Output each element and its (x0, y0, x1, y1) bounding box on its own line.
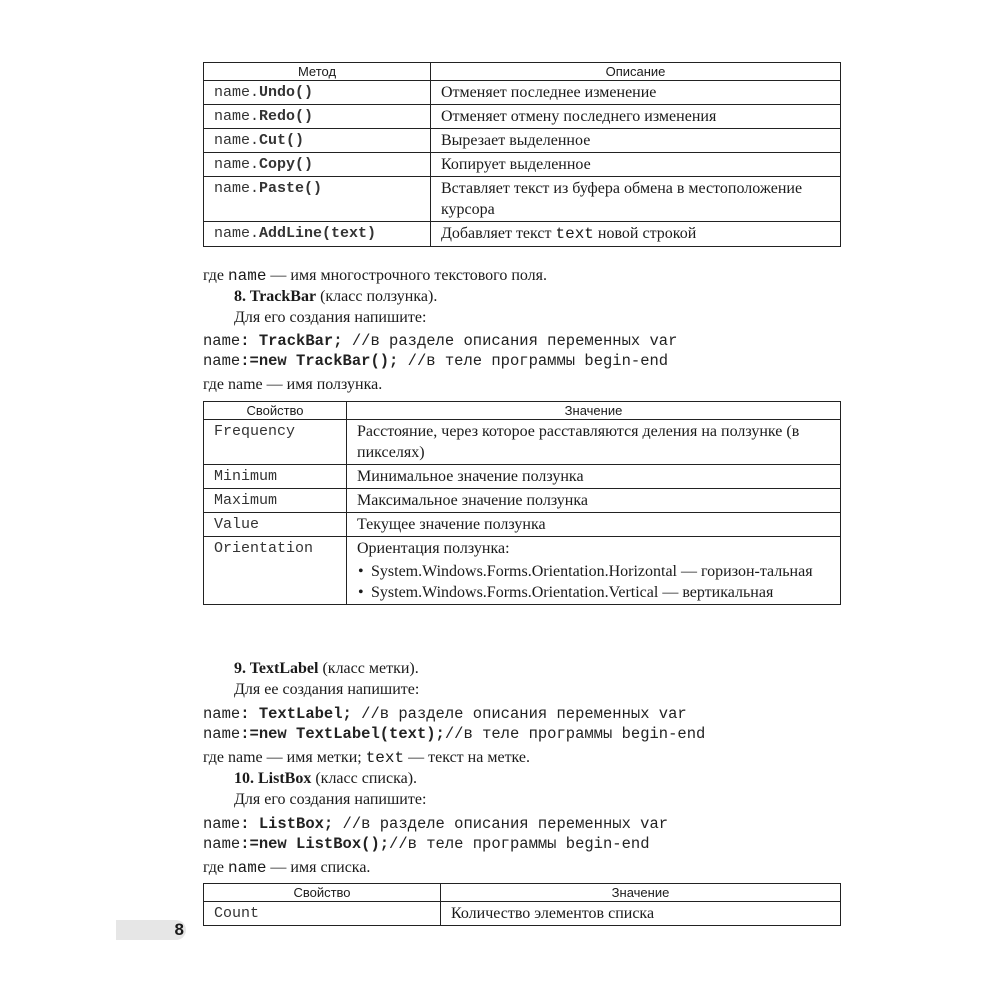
property-name: Count (204, 902, 441, 926)
property-name: Maximum (204, 489, 347, 513)
textlabel-code-declare: name: TextLabel; //в разделе описания переменных var (203, 705, 687, 723)
textlabel-create-text: Для ее создания напишите: (234, 681, 420, 698)
method-description: Отменяет последнее изменение (431, 81, 841, 105)
table-header-row (204, 884, 841, 902)
header-description: Описание (431, 63, 841, 81)
listbox-heading: 10. ListBox (класс списка). (234, 770, 418, 787)
property-value: Максимальное значение ползунка (347, 489, 841, 513)
property-name: Value (204, 513, 347, 537)
orientation-options-list (357, 561, 832, 603)
listbox-note: где name — имя списка. (203, 859, 371, 877)
table-row (204, 489, 841, 513)
listbox-create-text: Для его создания напишите: (234, 791, 427, 808)
table-row (204, 153, 841, 177)
header-value: Значение (347, 402, 841, 420)
object-name: name. (214, 180, 260, 197)
table-row (204, 420, 841, 465)
method-description: Отменяет отмену последнего изменения (431, 105, 841, 129)
trackbar-code-declare: name: TrackBar; //в разделе описания переменных var (203, 332, 678, 350)
textlabel-note: где name — имя метки; text — текст на метке. (203, 749, 531, 767)
table-row (204, 902, 841, 926)
table-row (204, 513, 841, 537)
property-name: Minimum (204, 465, 347, 489)
header-method: Метод (204, 63, 431, 81)
property-value: Количество элементов списка (441, 902, 841, 926)
table-row (204, 105, 841, 129)
method-description: Добавляет текст text новой строкой (431, 222, 841, 247)
property-value: Текущее значение ползунка (347, 513, 841, 537)
table-row (204, 537, 841, 605)
textlabel-heading: 9. TextLabel (класс метки). (234, 660, 419, 677)
trackbar-properties-table (203, 401, 841, 605)
trackbar-note: где name — имя ползунка. (203, 376, 383, 393)
method-name: Copy() (259, 156, 314, 173)
listbox-code-declare: name: ListBox; //в разделе описания переменных var (203, 815, 669, 833)
property-name: Orientation (204, 537, 347, 605)
trackbar-heading: 8. TrackBar (класс ползунка). (234, 288, 438, 305)
methods-table (203, 62, 841, 247)
trackbar-create-text: Для его создания напишите: (234, 309, 427, 326)
object-name: name. (214, 156, 260, 173)
textlabel-code-create: name:=new TextLabel(text);//в теле программы begin-end (203, 725, 706, 743)
table-header-row (204, 402, 841, 420)
listbox-code-create: name:=new ListBox();//в теле программы begin-end (203, 835, 650, 853)
listbox-properties-table (203, 883, 841, 926)
table-row (204, 81, 841, 105)
list-item: • System.Windows.Forms.Orientation.Horizontal — горизон-тальная (371, 561, 832, 582)
object-name: name. (214, 132, 260, 149)
table-header-row (204, 63, 841, 81)
trackbar-props-block (203, 401, 840, 605)
note-multiline: где name — имя многострочного текстового поля. (203, 267, 548, 285)
header-value: Значение (441, 884, 841, 902)
table-row (204, 222, 841, 247)
table-row (204, 129, 841, 153)
listbox-props-block (203, 883, 840, 926)
method-description: Вставляет текст из буфера обмена в местоположение курсора (431, 177, 841, 222)
list-item: • System.Windows.Forms.Orientation.Vertical — вертикальная (371, 582, 832, 603)
property-name: Frequency (204, 420, 347, 465)
method-name: Cut() (259, 132, 305, 149)
method-name: Undo() (259, 84, 314, 101)
object-name: name. (214, 84, 260, 101)
table-row (204, 177, 841, 222)
property-value: Ориентация ползунка: • System.Windows.Forms.Orientation.Horizontal — горизон-тальная • System.Windows.Forms.Orientation.Vertical — вертикальная (347, 537, 841, 605)
page-number: 8 (174, 920, 184, 939)
object-name: name. (214, 225, 260, 242)
method-name: Paste() (259, 180, 323, 197)
method-name: AddLine(text) (259, 225, 377, 242)
methods-table-block (203, 62, 840, 247)
method-description: Вырезает выделенное (431, 129, 841, 153)
header-property: Свойство (204, 884, 441, 902)
object-name: name. (214, 108, 260, 125)
property-value: Расстояние, через которое расставляются деления на ползунке (в пикселях) (347, 420, 841, 465)
method-name: Redo() (259, 108, 314, 125)
trackbar-code-create: name:=new TrackBar(); //в теле программы begin-end (203, 352, 669, 370)
property-value: Минимальное значение ползунка (347, 465, 841, 489)
header-property: Свойство (204, 402, 347, 420)
method-description: Копирует выделенное (431, 153, 841, 177)
table-row (204, 465, 841, 489)
